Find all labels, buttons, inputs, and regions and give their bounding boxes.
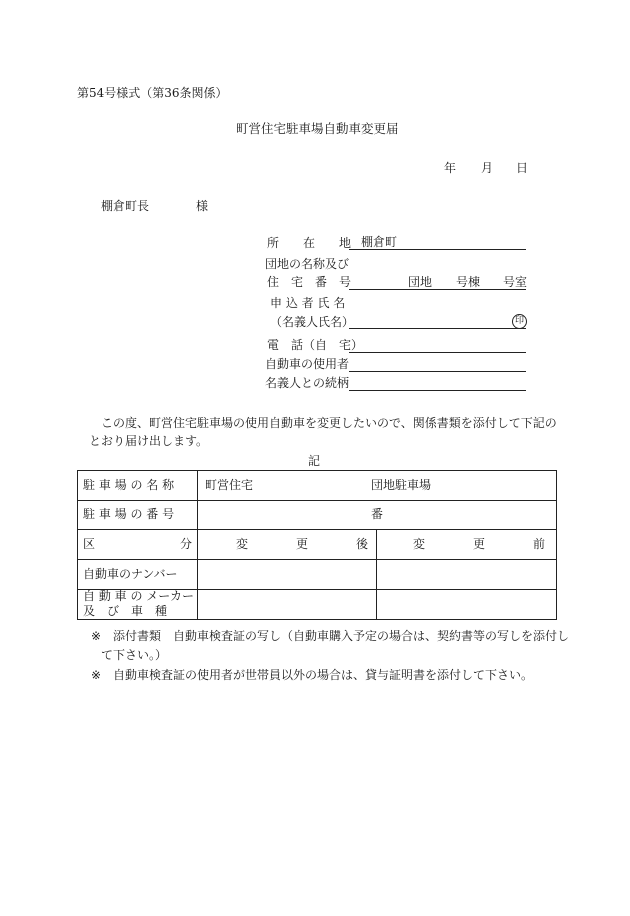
- table-rule-top: [77, 470, 557, 471]
- addressee-name: 棚倉町長: [101, 199, 150, 213]
- row-category-label-2: 分: [180, 537, 193, 551]
- housing-underline: [349, 289, 526, 290]
- date-year: 年: [444, 161, 457, 175]
- table-rule-mid-col: [376, 529, 377, 620]
- row-plate-number-label: 自動車のナンバー: [83, 567, 178, 581]
- note-2-mark: ※: [91, 668, 102, 682]
- body-text-line-1: この度、町営住宅駐車場の使用自動車を変更したいので、関係書類を添付して下記の: [101, 416, 557, 430]
- table-rule-label-col: [197, 470, 198, 620]
- row-parking-name-label: 駐 車 場 の 名 称: [83, 478, 175, 492]
- phone-underline: [349, 352, 526, 353]
- table-rule-right: [556, 470, 557, 620]
- note-2-text: 自動車検査証の使用者が世帯員以外の場合は、貸与証明書を添付して下さい。: [113, 668, 534, 682]
- column-before-header: 変 更 前: [413, 537, 546, 551]
- ki-label: 記: [308, 454, 321, 468]
- date-day: 日: [516, 161, 529, 175]
- row-parking-name-value2: 団地駐車場: [371, 478, 432, 492]
- row-parking-number-value: 番: [371, 507, 384, 521]
- addressee-honorific: 様: [196, 199, 209, 213]
- housing-label-2: 住 宅 番 号: [267, 275, 352, 289]
- row-parking-name-value1: 町営住宅: [205, 478, 254, 492]
- table-rule-left: [77, 470, 78, 620]
- name-label-2: （名義人氏名）: [270, 315, 355, 329]
- car-user-label: 自動車の使用者: [265, 357, 350, 371]
- date-month: 月: [481, 161, 494, 175]
- phone-label: 電 話（自 宅）: [267, 338, 364, 352]
- name-underline: [349, 328, 526, 329]
- row-maker-label-2: 及 び 車 種: [83, 604, 168, 618]
- note-1-mark: ※: [91, 629, 102, 643]
- housing-gotou: 号棟: [456, 275, 481, 289]
- row-parking-number-label: 駐 車 場 の 番 号: [83, 507, 175, 521]
- housing-goshitsu: 号室: [503, 275, 528, 289]
- housing-danchi: 団地: [408, 275, 433, 289]
- note-1-line-2: て下さい。）: [101, 648, 168, 662]
- table-rule: [77, 559, 557, 560]
- address-underline: [349, 249, 526, 250]
- housing-label-1: 団地の名称及び: [265, 257, 350, 271]
- table-rule: [77, 529, 557, 530]
- row-maker-label-1: 自 動 車 の メーカー: [83, 589, 195, 603]
- address-value: 棚倉町: [361, 235, 398, 249]
- note-1-line-1: 添付書類 自動車検査証の写し（自動車購入予定の場合は、契約書等の写しを添付し: [113, 629, 570, 643]
- car-user-underline: [349, 371, 526, 372]
- name-label-1: 申 込 者 氏 名: [270, 296, 346, 310]
- form-number: 第54号様式（第36条関係）: [77, 86, 228, 100]
- column-after-header: 変 更 後: [236, 537, 369, 551]
- body-text-line-2: とおり届け出します。: [89, 434, 209, 448]
- seal-icon: 印: [512, 314, 527, 329]
- relation-label: 名義人との続柄: [265, 376, 350, 390]
- relation-underline: [349, 390, 526, 391]
- table-rule-bottom: [77, 619, 557, 620]
- row-category-label-1: 区: [83, 537, 96, 551]
- document-title: 町営住宅駐車場自動車変更届: [236, 121, 399, 136]
- address-label: 所 在 地: [267, 236, 352, 250]
- table-rule: [77, 500, 557, 501]
